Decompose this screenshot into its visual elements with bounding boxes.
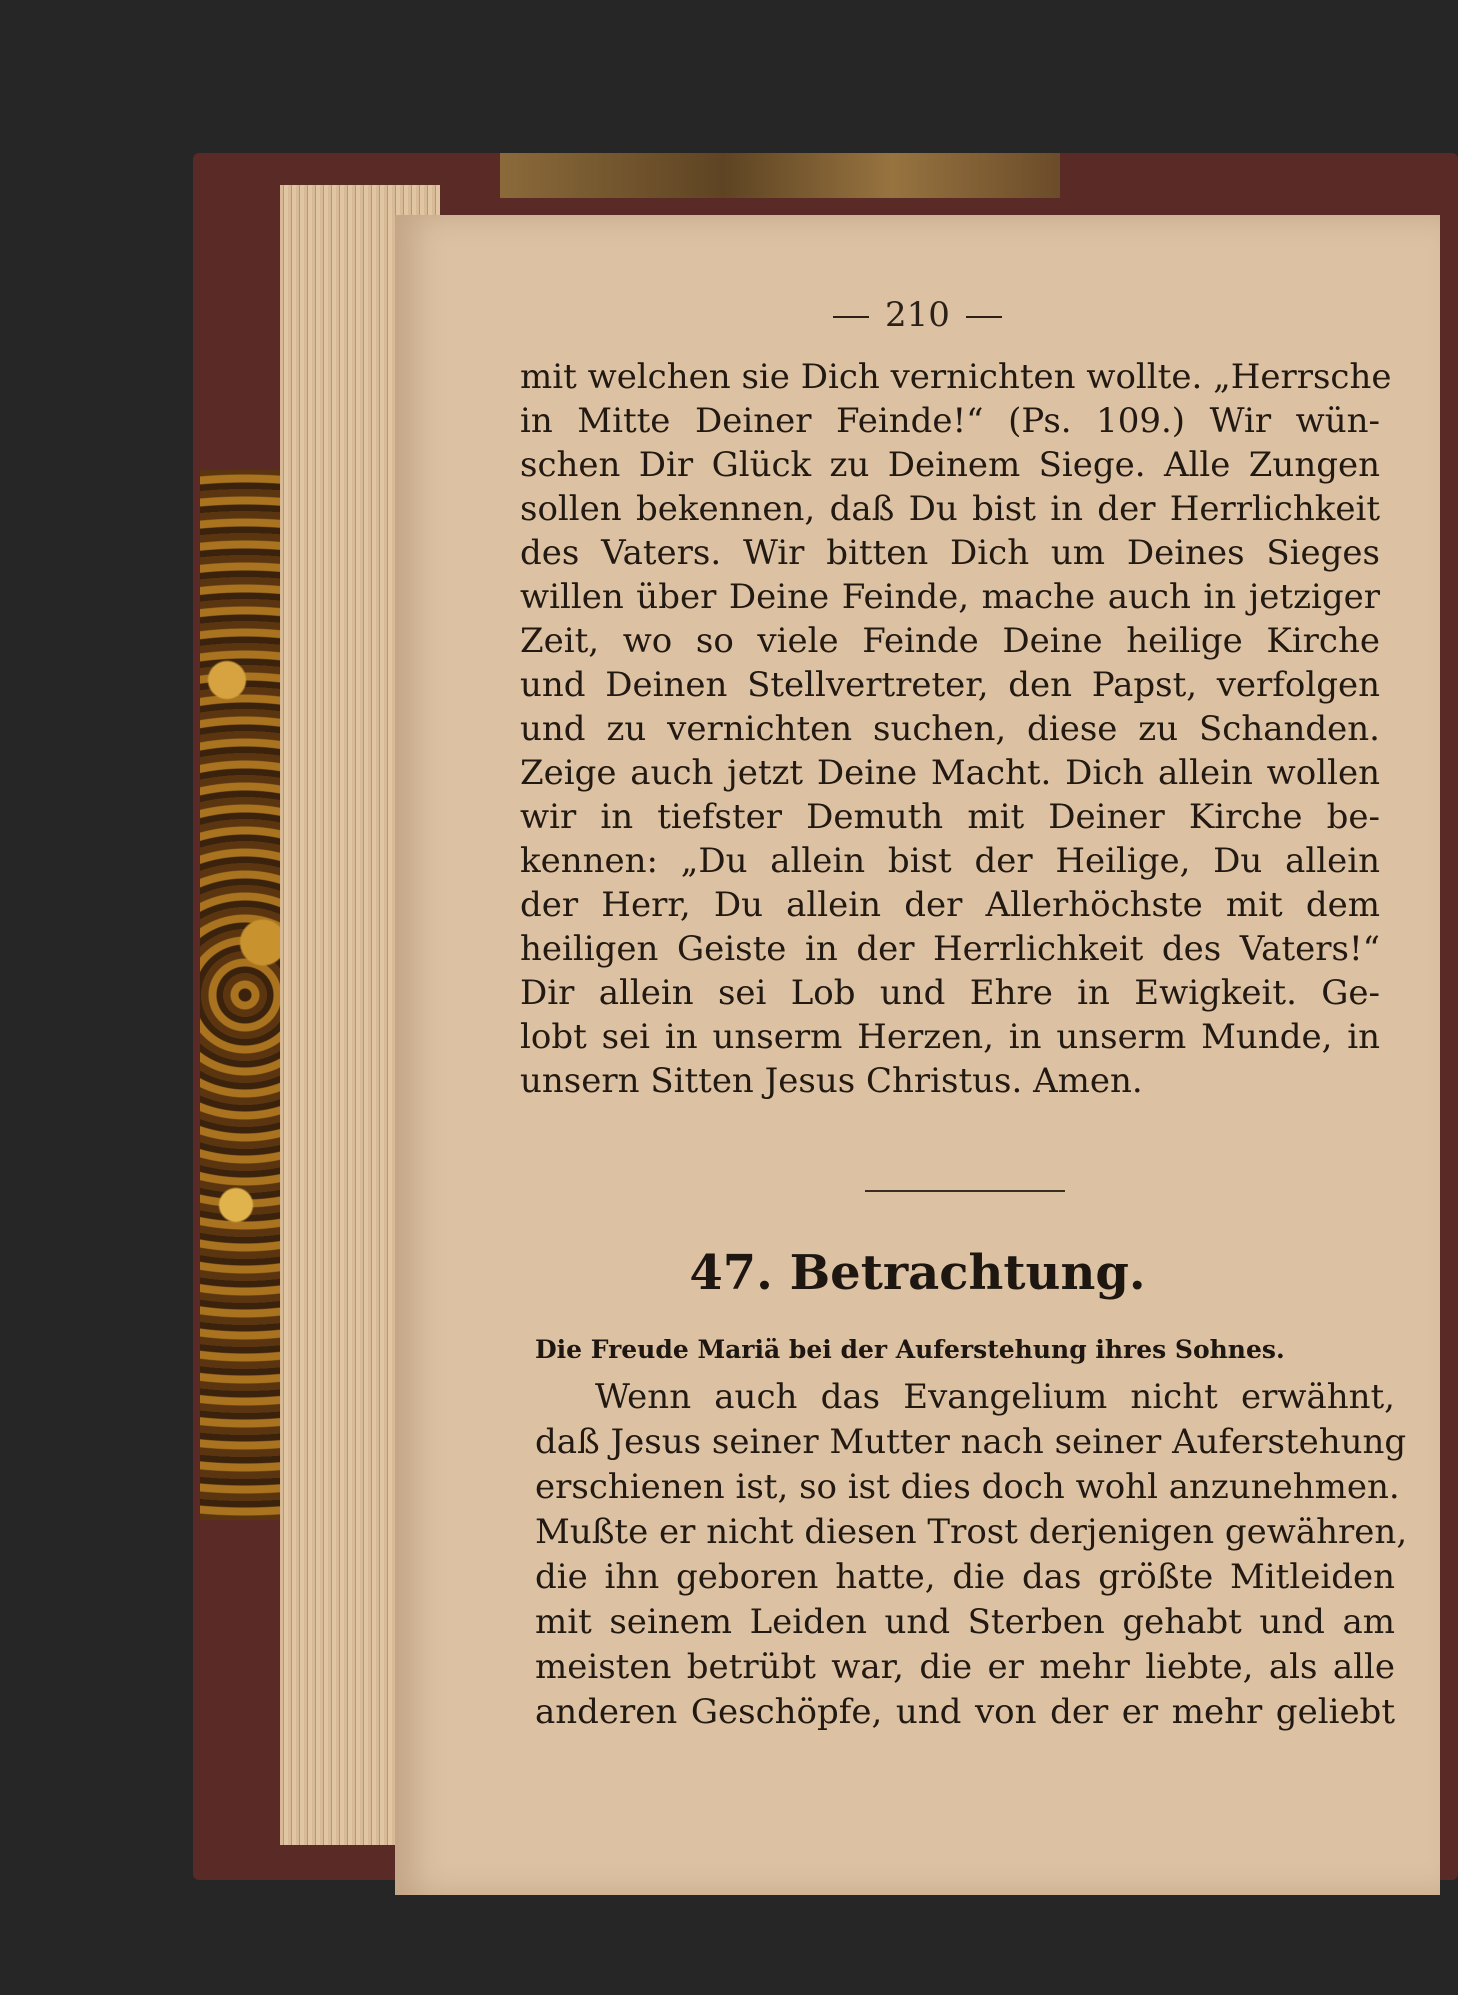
text-line: heiligen Geiste in der Herrlichkeit des Vaters!“ (520, 929, 1380, 969)
text-line: Zeige auch jetzt Deine Macht. Dich allein wollen (520, 753, 1380, 793)
text-line: daß Jesus seiner Mutter nach seiner Auferstehung (535, 1422, 1407, 1462)
text-line: Wenn auch das Evangelium nicht erwähnt, (595, 1377, 1395, 1417)
text-line: des Vaters. Wir bitten Dich um Deines Sieges (520, 533, 1380, 573)
section-subtitle: Die Freude Mariä bei der Auferstehung ihres Sohnes. (535, 1335, 1285, 1364)
page-number-value: 210 (885, 295, 950, 335)
book-headband (500, 153, 1060, 198)
dash-right (966, 316, 1002, 318)
text-line: mit welchen sie Dich vernichten wollte. „Herrsche (520, 357, 1392, 397)
text-line: die ihn geboren hatte, die das größte Mitleiden (535, 1557, 1395, 1597)
text-line: der Herr, Du allein der Allerhöchste mit dem (520, 885, 1380, 925)
text-line: in Mitte Deiner Feinde!“ (Ps. 109.) Wir wün- (520, 401, 1380, 441)
section-heading: 47. Betrachtung. (689, 1245, 1146, 1301)
text-line: kennen: „Du allein bist der Heilige, Du allein (520, 841, 1380, 881)
text-line: wir in tiefster Demuth mit Deiner Kirche be- (520, 797, 1380, 837)
section-divider (865, 1190, 1065, 1192)
text-line: anderen Geschöpfe, und von der er mehr geliebt (535, 1692, 1395, 1732)
text-line: lobt sei in unserm Herzen, in unserm Munde, in (520, 1017, 1380, 1057)
text-line: willen über Deine Feinde, mache auch in jetziger (520, 577, 1380, 617)
text-line: schen Dir Glück zu Deinem Siege. Alle Zungen (520, 445, 1380, 485)
page-number (395, 295, 1440, 335)
text-line: Mußte er nicht diesen Trost derjenigen gewähren, (535, 1512, 1408, 1552)
book-page (395, 215, 1440, 1895)
text-line: mit seinem Leiden und Sterben gehabt und am (535, 1602, 1395, 1642)
prayer-text (520, 355, 1392, 1103)
text-line: sollen bekennen, daß Du bist in der Herrlichkeit (520, 489, 1380, 529)
dash-left (833, 316, 869, 318)
text-line: unsern Sitten Jesus Christus. Amen. (520, 1061, 1143, 1101)
text-line: erschienen ist, so ist dies doch wohl anzunehmen. (535, 1467, 1400, 1507)
marbled-edge (200, 470, 290, 1520)
text-line: meisten betrübt war, die er mehr liebte, als alle (535, 1647, 1395, 1687)
text-line: und Deinen Stellvertreter, den Papst, verfolgen (520, 665, 1380, 705)
text-line: Zeit, wo so viele Feinde Deine heilige Kirche (520, 621, 1380, 661)
meditation-paragraph (535, 1375, 1408, 1735)
text-line: und zu vernichten suchen, diese zu Schanden. (520, 709, 1380, 749)
text-line: Dir allein sei Lob und Ehre in Ewigkeit. Ge- (520, 973, 1380, 1013)
